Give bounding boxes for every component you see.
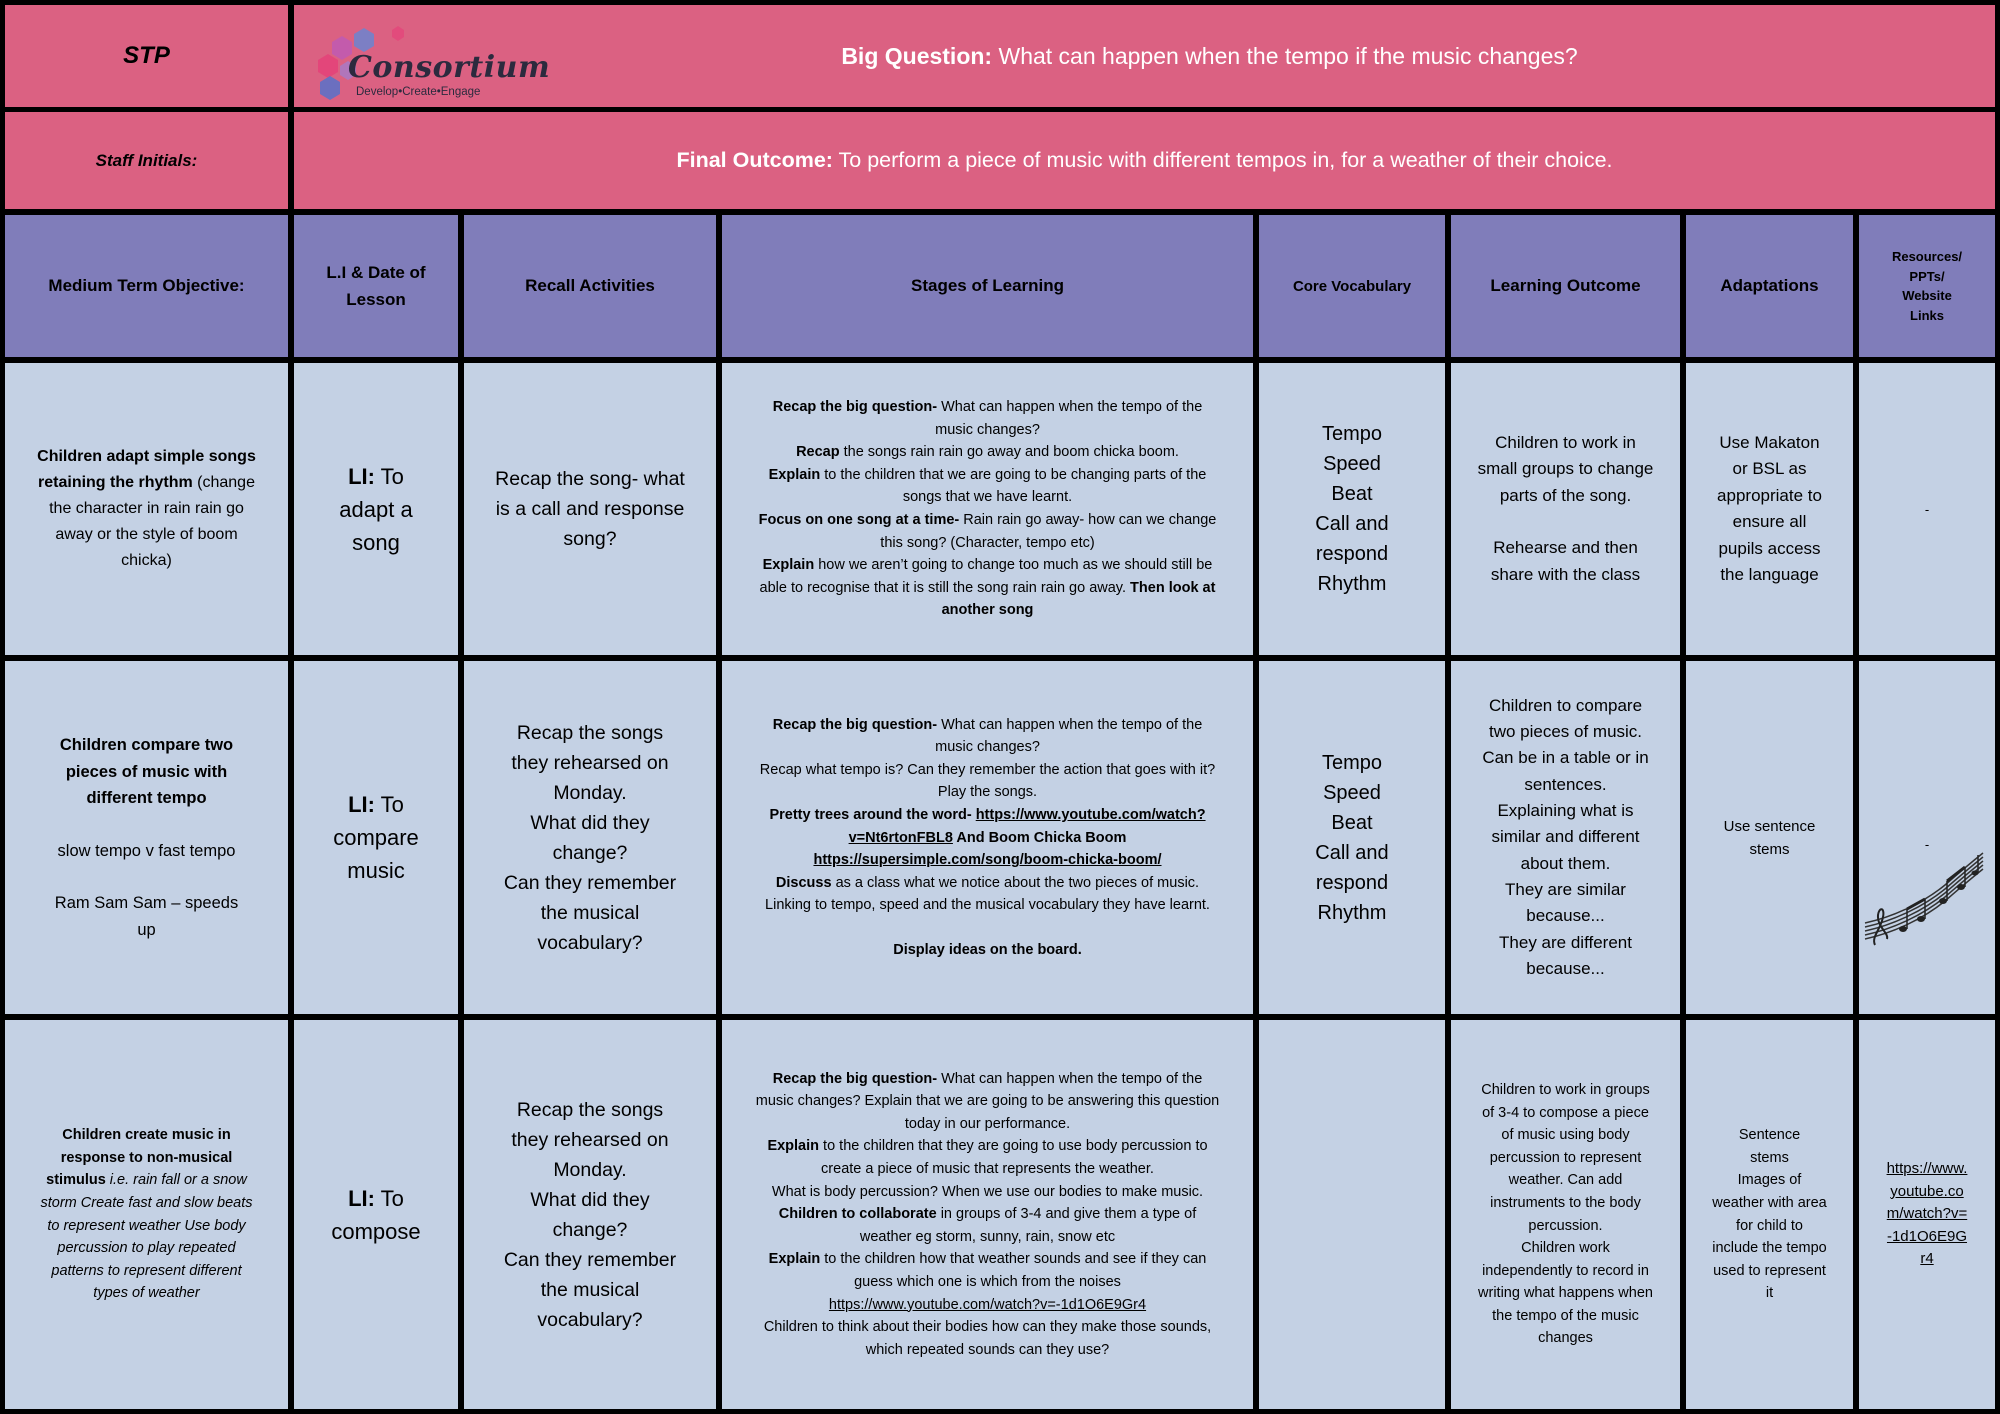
- row1-stages: [722, 363, 1253, 655]
- row2-recall-line: Can they remember the musical vocabulary?: [503, 871, 677, 954]
- row1-li: [294, 363, 458, 655]
- row3-outcome: [1451, 1020, 1680, 1409]
- row2-resources-dash: -: [1924, 837, 1930, 852]
- row3-li-label: LI:: [348, 1185, 375, 1211]
- staff-initials-cell: [5, 112, 288, 209]
- row2-stages: [722, 661, 1253, 1014]
- row2-vocab-item: Speed: [1323, 781, 1381, 804]
- row1-objective-text: [35, 444, 258, 574]
- staff-initials-label: Staff Initials:: [95, 150, 198, 170]
- row3-li: [294, 1020, 458, 1409]
- row2-li-label: LI:: [348, 792, 375, 817]
- row1-vocab-item: Beat: [1331, 483, 1373, 505]
- logo-tagline: Develop•Create•Engage: [356, 86, 481, 98]
- row3-objective: [5, 1020, 288, 1409]
- row2-stage-question-text: What can happen when the tempo of the music changes?: [935, 716, 1203, 756]
- row2-recall-line: Recap the songs they rehearsed on Monday.: [511, 721, 669, 804]
- row1-stage-2-text: the songs rain rain go away and boom chicka boom.: [839, 444, 1179, 461]
- row1-vocab: [1259, 363, 1445, 655]
- row2-boom-link[interactable]: https://supersimple.com/song/boom-chicka-boom/: [813, 852, 1162, 869]
- row2-trees-link[interactable]: https://www.youtube.com/watch?v=Nt6rtonFBL8: [848, 806, 1206, 846]
- row1-outcome-line: Rehearse and then share with the class: [1490, 538, 1641, 584]
- row1-stage-3-text: to the children that we are going to be changing parts of the songs that we have learnt.: [820, 466, 1207, 506]
- row3-stage-collab: [754, 1203, 1221, 1248]
- row2-outcome-line: They are similar because...: [1505, 879, 1626, 926]
- row1-objective-rest: (change the character in rain rain go away or the style of boom chicka): [49, 474, 255, 569]
- row3-adaptations: [1686, 1020, 1853, 1409]
- row3-stage-question-text: What can happen when the tempo of the music changes? Explain that we are going to be answering this question today in our performance.: [755, 1070, 1220, 1132]
- row3-stage-explain-2: [754, 1248, 1221, 1293]
- row2-stage-question-bold: Recap the big question-: [772, 716, 938, 733]
- row2-and-boom: And Boom Chicka Boom: [952, 829, 1127, 846]
- row3-li-value: To compose: [331, 1185, 421, 1244]
- row3-stage-question-bold: Recap the big question-: [772, 1070, 938, 1087]
- row2-stage-display: Display ideas on the board.: [893, 941, 1082, 958]
- row3-resource-link[interactable]: https://www.youtube.com/watch?v=-1d1O6E9Gr4: [1886, 1160, 1968, 1268]
- big-question-label: Big Question:: [841, 42, 993, 69]
- row3-explain-1-bold: Explain: [767, 1138, 820, 1155]
- row3-explain-1-text: to the children that they are going to use body percussion to create a piece of music that represents the weather.: [819, 1138, 1208, 1178]
- row3-recall-line: What did they change?: [530, 1188, 650, 1241]
- row2-outcome-line: They are different because...: [1499, 932, 1632, 978]
- row2-li-text: [316, 788, 436, 887]
- row1-stage-4: [754, 509, 1221, 554]
- row3-recall: [464, 1020, 716, 1409]
- row1-vocab-item: Rhythm: [1317, 573, 1387, 595]
- big-question: [711, 43, 1577, 70]
- row1-stage-1-bold: Recap the big question-: [772, 399, 938, 416]
- row3-stage-link-line: [829, 1294, 1146, 1317]
- row3-collab-text: in groups of 3-4 and give them a type of weather eg storm, sunny, rain, snow etc: [859, 1206, 1197, 1245]
- row1-stage-2: [796, 441, 1179, 464]
- row2-outcome-line: Children to compare two pieces of music. Can be in a table or in sentences.: [1482, 695, 1649, 794]
- row3-objective-bold: Children create music in response to non-musical stimulus: [46, 1127, 233, 1189]
- row1-stage-1-text: What can happen when the tempo of the music changes?: [935, 399, 1203, 438]
- row3-stage-what: What is body percussion? When we use our bodies to make music.: [771, 1183, 1204, 1200]
- row3-objective-text: [35, 1124, 258, 1305]
- row2-discuss-bold: Discuss: [775, 874, 832, 891]
- music-notes-icon: [1863, 847, 1987, 947]
- row2-vocab: [1259, 661, 1445, 1014]
- row3-recall-line: Recap the songs they rehearsed on Monday.: [511, 1098, 669, 1181]
- row2-recall-line: What did they change?: [530, 811, 650, 864]
- big-question-text: What can happen when the tempo if the music changes?: [992, 42, 1578, 69]
- row3-recall-line: Can they remember the musical vocabulary?: [503, 1248, 677, 1331]
- row2-adaptations: Use sentence stems: [1686, 661, 1853, 1014]
- row3-objective-italic: i.e. rain fall or a snow storm Create fast and slow beats to represent weather Use body percussion to play repeated patterns to represent different types of weather: [40, 1172, 253, 1302]
- row3-adaptation-line: Sentence stems: [1738, 1127, 1801, 1166]
- row3-stage-think: Children to think about their bodies how can they make those sounds, which repeated sounds can they use?: [763, 1319, 1212, 1358]
- stp-label: STP: [123, 42, 170, 69]
- row1-stage-5-text: how we aren’t going to change too much as we should still be able to recognise that it is still the song rain rain go away.: [759, 557, 1213, 596]
- final-outcome-text: To perform a piece of music with different tempos in, for a weather of their choice.: [832, 148, 1613, 172]
- row2-vocab-item: Call and respond: [1315, 841, 1389, 894]
- row1-stage-3-bold: Explain: [768, 466, 821, 483]
- row1-li-value: To adapt a song: [339, 463, 413, 555]
- row2-objective: [5, 661, 288, 1014]
- final-outcome-label: Final Outcome:: [676, 148, 833, 172]
- row2-li: [294, 661, 458, 1014]
- row2-vocab-item: Tempo: [1321, 751, 1383, 774]
- row1-recall: Recap the song- what is a call and response song?: [464, 363, 716, 655]
- row3-youtube-link[interactable]: https://www.youtube.com/watch?v=-1d1O6E9Gr4: [828, 1296, 1147, 1313]
- row1-li-text: [318, 460, 434, 559]
- row2-stage-tempo: Recap what tempo is? Can they remember the action that goes with it? Play the songs.: [759, 761, 1216, 801]
- row1-objective-bold: Children adapt simple songs retaining the rhythm: [37, 448, 256, 491]
- col-header-stages: Stages of Learning: [722, 215, 1253, 357]
- row1-stage-5-bold-end: Then look at another song: [941, 579, 1216, 619]
- row2-stage-discuss: [754, 872, 1221, 917]
- row2-recall: [464, 661, 716, 1014]
- row2-vocab-item: Rhythm: [1317, 901, 1387, 924]
- row2-vocab-item: Beat: [1331, 811, 1373, 834]
- col-header-li: L.I & Date of Lesson: [294, 215, 458, 357]
- row3-resources: [1859, 1020, 1995, 1409]
- row1-li-label: LI:: [348, 463, 375, 489]
- row2-outcome: [1451, 661, 1680, 1014]
- row2-discuss-text: as a class what we notice about the two pieces of music. Linking to tempo, speed and the musical vocabulary they have learnt.: [765, 874, 1210, 914]
- col-header-adaptations: Adaptations: [1686, 215, 1853, 357]
- row3-stage-explain-1: [754, 1135, 1221, 1180]
- row1-resources: -: [1859, 363, 1995, 655]
- row3-outcome-line: Children to work in groups of 3-4 to compose a piece of music using body percussion to represent weather. Can add instruments to the body percussion.: [1481, 1081, 1650, 1234]
- row1-stage-2-bold: Recap: [796, 444, 840, 461]
- row1-stage-4-text: Rain rain go away- how can we change this song? (Character, tempo etc): [880, 512, 1217, 551]
- row2-trees-label: Pretty trees around the word-: [769, 806, 976, 823]
- row2-stage-question: [754, 714, 1221, 759]
- row2-stage-songs: [754, 804, 1221, 872]
- stp-label-cell: [5, 5, 288, 107]
- col-header-outcome: Learning Outcome: [1451, 215, 1680, 357]
- col-header-vocab: Core Vocabulary: [1259, 215, 1445, 357]
- row1-outcome-line: Children to work in small groups to change parts of the song.: [1477, 432, 1654, 505]
- row3-stages: [722, 1020, 1253, 1409]
- row3-explain-2-text: to the children how that weather sounds and see if they can guess which one is which from the noises: [820, 1251, 1207, 1290]
- col-header-objective: Medium Term Objective:: [5, 215, 288, 357]
- row1-vocab-item: Tempo: [1321, 423, 1383, 445]
- row1-stage-5: [754, 554, 1221, 622]
- row1-vocab-item: Speed: [1323, 453, 1381, 475]
- row3-explain-2-bold: Explain: [768, 1251, 821, 1268]
- final-outcome-cell: [294, 112, 1995, 209]
- logo-name: Consortium: [348, 50, 551, 85]
- col-header-resources: Resources/ PPTs/ Website Links: [1859, 215, 1995, 357]
- row1-objective: [5, 363, 288, 655]
- row3-stage-question: [754, 1068, 1221, 1136]
- row2-objective-line: Ram Sam Sam – speeds up: [54, 894, 239, 939]
- row1-stage-1: [754, 396, 1221, 441]
- final-outcome: [676, 148, 1612, 173]
- row1-vocab-item: Call and respond: [1315, 513, 1389, 565]
- col-header-recall: Recall Activities: [464, 215, 716, 357]
- row3-collab-bold: Children to collaborate: [778, 1206, 937, 1223]
- row2-objective-bold: Children compare two pieces of music with different tempo: [59, 736, 234, 807]
- row2-objective-line: slow tempo v fast tempo: [57, 841, 236, 860]
- row3-vocab: [1259, 1020, 1445, 1409]
- row2-resources: [1859, 661, 1995, 1014]
- row3-outcome-line: Children work independently to record in writing what happens when the tempo of the music changes: [1478, 1240, 1653, 1347]
- row1-outcome: [1451, 363, 1680, 655]
- row2-outcome-line: Explaining what is similar and different about them.: [1491, 801, 1640, 873]
- row2-li-value: To compare music: [333, 792, 419, 883]
- consortium-logo: [310, 20, 551, 106]
- row1-adaptations: Use Makaton or BSL as appropriate to ensure all pupils access the language: [1686, 363, 1853, 655]
- row3-li-text: [318, 1182, 434, 1248]
- row1-stage-5-bold: Explain: [762, 557, 815, 574]
- row3-adaptation-line: Images of weather with area for child to include the tempo used to represent it: [1712, 1172, 1827, 1302]
- row1-stage-4-bold: Focus on one song at a time-: [758, 512, 960, 528]
- row1-stage-3: [754, 464, 1221, 509]
